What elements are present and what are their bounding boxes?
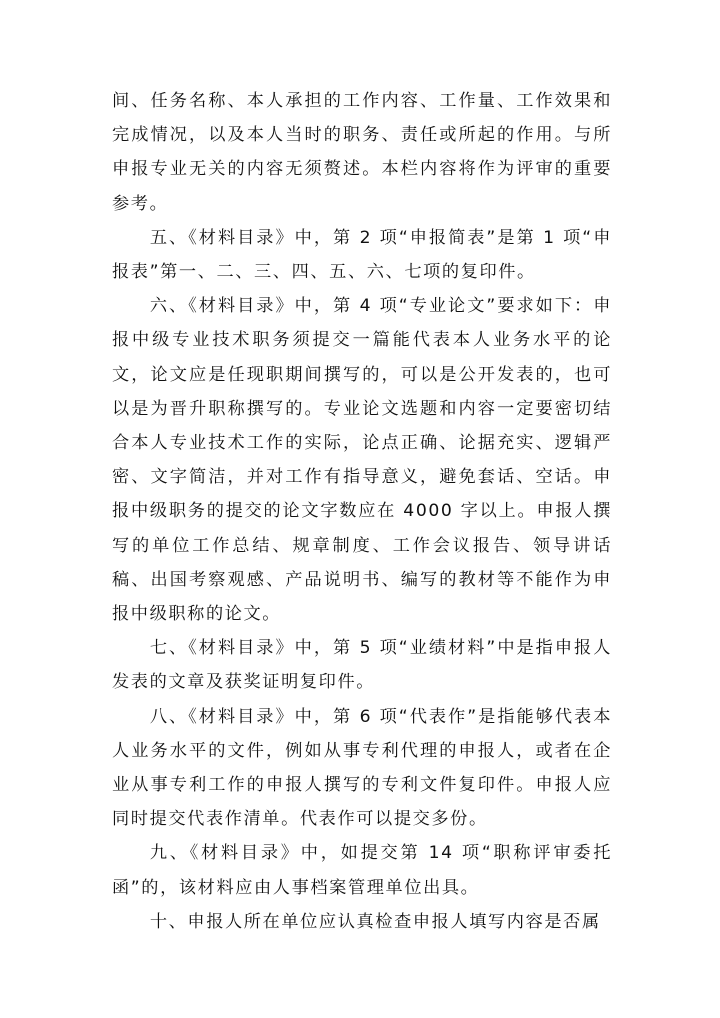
paragraph-item-6: 六、《材料目录》中，第 4 项“专业论文”要求如下：申报中级专业技术职务须提交一篇能代表本人业务水平的论文，论文应是任现职期间撰写的，可以是公开发表的，也可以是为晋升职称撰写的。专业论文选题和内容一定要密切结合本人专业技术工作的实际，论点正确、论据充实、逻辑严密、文字简洁，并对工作有指导意义，避免套话、空话。申报中级职务的提交的论文字数应在 4000 字以上。申报人撰写的单位工作总结、规章制度、工作会议报告、领导讲话稿、出国考察观感、产品说明书、编写的教材等不能作为申报中级职称的论文。 <box>112 296 612 625</box>
paragraph-item-7: 七、《材料目录》中，第 5 项“业绩材料”中是指申报人发表的文章及获奖证明复印件。 <box>112 638 612 693</box>
paragraph-item-10: 十、申报人所在单位应认真检查申报人填写内容是否属 <box>149 911 601 932</box>
paragraph-item-5: 五、《材料目录》中，第 2 项“申报简表”是第 1 项“申报表”第一、二、三、四、五、六、七项的复印件。 <box>112 227 612 283</box>
paragraph-intro-continuation: 间、任务名称、本人承担的工作内容、工作量、工作效果和完成情况，以及本人当时的职务、责任或所起的作用。与所申报专业无关的内容无须赘述。本栏内容将作为评审的重要参考。 <box>112 91 612 214</box>
paragraph-item-8: 八、《材料目录》中，第 6 项“代表作”是指能够代表本人业务水平的文件，例如从事专利代理的申报人，或者在企业从事专利工作的申报人撰写的专利文件复印件。申报人应同时提交代表作清单。代表作可以提交多份。 <box>112 706 612 830</box>
document-body <box>112 84 612 939</box>
paragraph-item-9: 九、《材料目录》中，如提交第 14 项“职称评审委托函”的，该材料应由人事档案管理单位出具。 <box>112 843 612 898</box>
